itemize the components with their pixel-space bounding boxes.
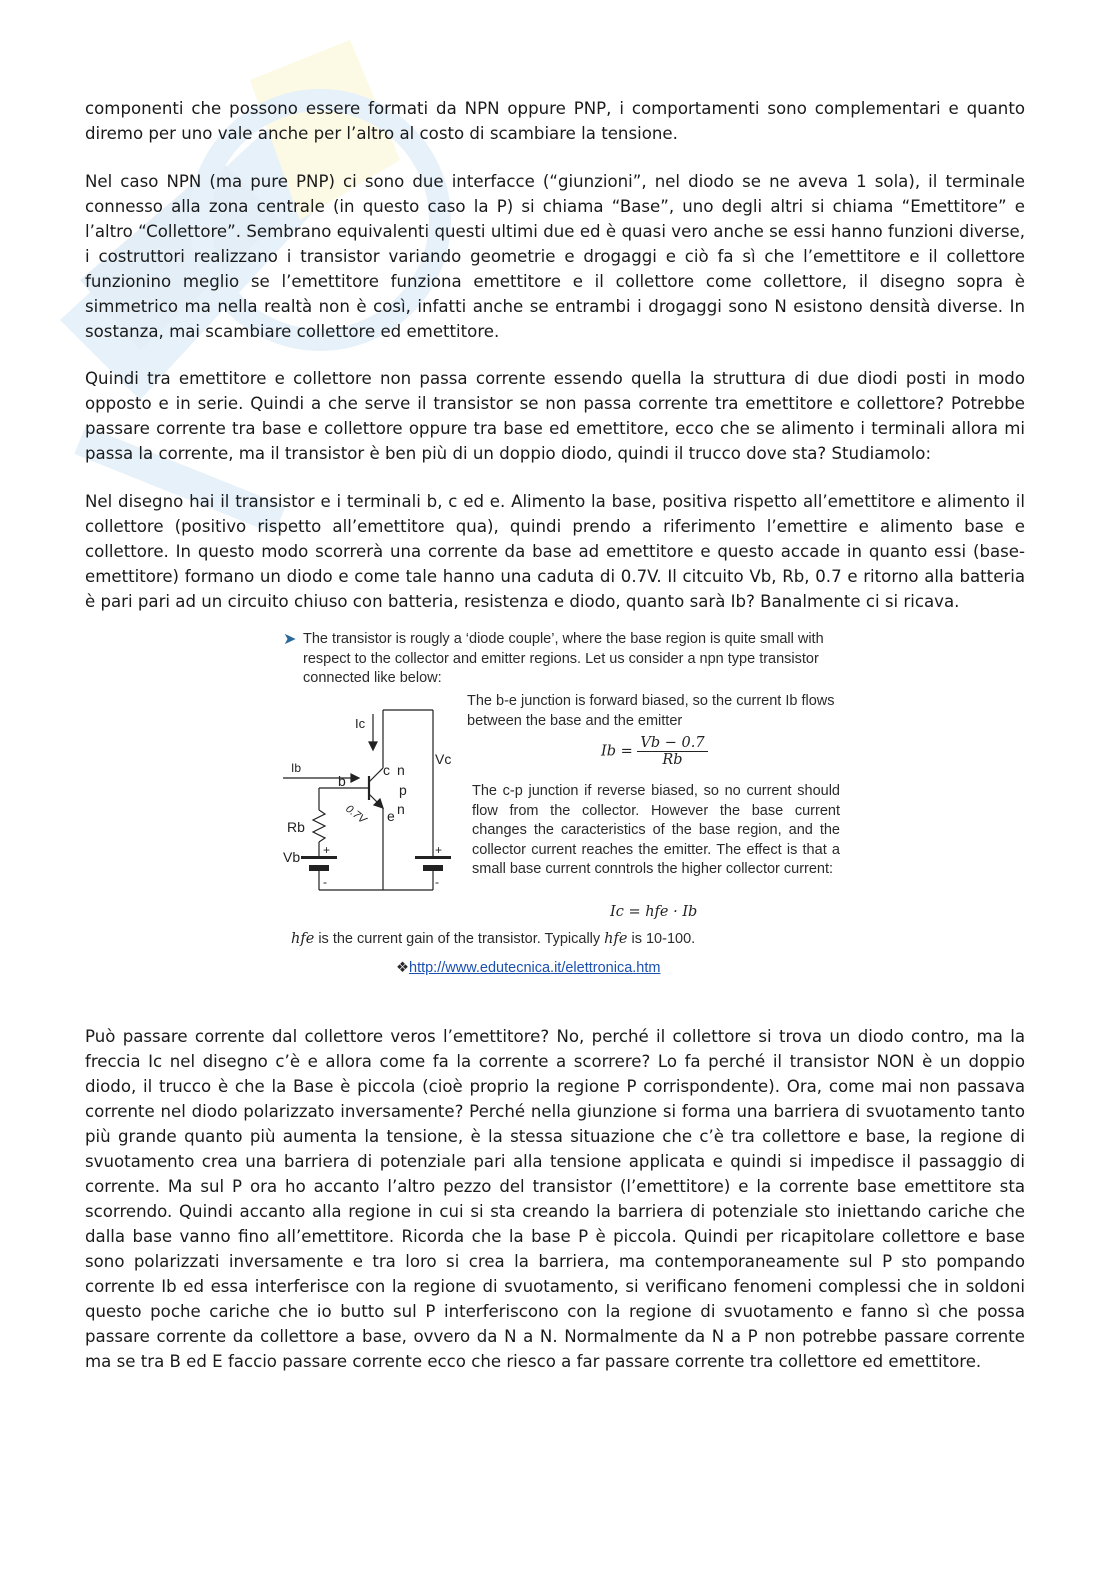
label-vb: Vb	[283, 849, 301, 865]
ic-arrow-head	[369, 742, 377, 750]
paragraph-collector-current: Può passare corrente dal collettore veros l’emettitore? No, perché il collettore si trova un diodo contro, ma la freccia Ic nel disegno c’è e allora come fa la corrente a scorrere? Lo fa perché il transistor NON è un doppio diodo, il trucco è che la Base è piccola (cioè proprio la regione P corrispondente). Ora, come mai non passava corrente nel diodo polarizzato inversamente? Perché nella giunzione si forma una barriera di svuotamento tanto più grande quanto più aumenta la tensione, è la stessa situazione che c’è tra collettore e base, la regione di svuotamento crea una barriera di potenziale pari alla tensione applicata e quindi si impedisce il passaggio di corrente. Ma sul P ora ho accanto l’altro pezzo del transistor (l’emettitore) e la corrente base emettitore sta scorrendo. Quindi accanto alla regione in cui si sta creando la barriera di potenziale sto iniettando cariche che dalla base vanno fino all’emettitore. Ricorda che la base P è piccola. Quindi per ricapitolare collettore e base sono polarizzati inversamente e tra loro si crea la barriera, ma contemporaneamente sul P sto pompando corrente Ib ed essa interferisce con la regione di svuotamento, si verificano fenomeni complessi che in soldoni questo poche cariche che io butto sul P interferiscono con la regione di svuotamento e fanno sì che possa passare corrente da collettore a base, ovvero da N a N. Normalmente da N a P non potrebbe passare corrente ma se tra B ed E faccio passare corrente ecco che riesco a far passare corrente tra collettore ed emettitore.	[85, 1027, 1025, 1371]
label-b: b	[338, 773, 346, 789]
label-n-top: n	[397, 762, 405, 778]
paragraph-circuit-description: Nel disegno hai il transistor e i terminali b, c ed e. Alimento la base, positiva rispetto all’emettitore e alimento il collettore (positivo rispetto all’emettitore qua), quindi prendo a riferimento l’emettire e alimento base e collettore. In questo modo scorrerà una corrente da base ad emettitore e questo accade in quanto essi (base-emettitore) formano un diodo e come tale hanno una caduta di 0.7V. Il citcuito Vb, Rb, 0.7 e ritorno alla batteria è pari pari ad un circuito chiuso con batteria, resistenza e diodo, quanto sarà Ib? Banalmente ci si ricava.	[85, 492, 1025, 611]
label-vb-minus: -	[323, 875, 327, 889]
label-vb-plus: +	[323, 843, 331, 857]
label-rb: Rb	[287, 819, 305, 835]
hfe-text-1: is the current gain of the transistor. Typically	[314, 931, 605, 947]
battery-vb-minus-plate	[309, 865, 329, 871]
label-vc-plus: +	[435, 843, 443, 857]
figure-cp-junction-text: The c-p junction if reverse biased, so no current should flow from the collector. However the base current changes the caracteristics of the base region, and the collector current reaches the emitter. The effect is that a small base current conntrols the higher collector current:	[472, 783, 840, 877]
label-e: e	[387, 808, 395, 824]
hfe-var-1: hfe	[291, 931, 315, 947]
figure-intro-text: The transistor is rougly a ‘diode couple’, where the base region is quite small with respect to the collector and emitter regions. Let us consider a npn type transistor connected like below:	[303, 631, 824, 686]
figure-be-junction-text: The b-e junction is forward biased, so the current Ib flows between the base and the emitter	[467, 693, 835, 729]
edutecnica-link[interactable]: http://www.edutecnica.it/elettronica.htm	[409, 960, 661, 976]
battery-vb-plus-plate	[301, 856, 337, 859]
arrow-bullet-icon: ➤	[283, 631, 297, 648]
label-p: p	[399, 782, 407, 798]
formula-ib-lhs: Ib =	[601, 743, 633, 760]
paragraph-npn-junctions: Nel caso NPN (ma pure PNP) ci sono due interfacce (“giunzioni”, nel diodo se ne aveva 1 sola), il terminale connesso alla zona centrale (in questo caso la P) si chiama “Base”, uno degli altri si chiama “Emettitore” e l’altro “Collettore”. Sembrano equivalenti questi ultimi due ed è quasi vero anche se essi hanno funzioni diverse, i costruttori realizzano i transistor variando geometrie e drogaggi e ciò fa sì che l’emettitore e il collettore funzionino meglio se l’emettitore funziona emettitore e il collettore come collettore, il disegno sopra è simmetrico ma nella realtà non è così, infatti anche se entrambi i drogaggi sono N esistono densità diverse. In sostanza, mai scambiare collettore ed emettitore.	[85, 172, 1025, 341]
label-ic: Ic	[355, 716, 366, 731]
resistor-rb-icon	[313, 810, 325, 842]
label-n-bottom: n	[397, 801, 405, 817]
hfe-text-2: is 10-100.	[627, 931, 696, 947]
label-0-7v: 0.7V	[343, 802, 369, 827]
formula-ib	[601, 735, 708, 768]
figure-source	[396, 959, 660, 979]
transistor-collector-lead	[369, 768, 383, 782]
paragraph-intro: componenti che possono essere formati da NPN oppure PNP, i comportamenti sono complementari e quanto diremo per uno vale anche per l’altro al costo di scambiare la tensione.	[85, 99, 1025, 143]
formula-ic: Ic = hfe · Ib	[610, 904, 698, 920]
label-c: c	[383, 762, 390, 778]
formula-ib-fraction	[637, 735, 707, 768]
battery-vc-minus-plate	[423, 865, 443, 871]
label-vc-minus: -	[435, 875, 439, 889]
hfe-var-2: hfe	[604, 931, 628, 947]
transistor-circuit-diagram	[283, 708, 473, 908]
figure-intro	[283, 630, 843, 689]
battery-vc-plus-plate	[415, 856, 451, 859]
link-bullet-icon: ❖	[396, 960, 409, 976]
label-vc: Vc	[435, 751, 452, 767]
paragraph-no-current: Quindi tra emettitore e collettore non passa corrente essendo quella la struttura di due diodi posti in modo opposto e in serie. Quindi a che serve il transistor se non passa corrente tra emettitore e collettore? Potrebbe passare corrente tra base e collettore oppure tra base ed emettitore, ecco che se alimento i terminali allora mi passa la corrente, ma il transistor è ben più di un doppio diodo, quindi il trucco dove sta? Studiamolo:	[85, 369, 1025, 463]
formula-ib-numerator: Vb − 0.7	[637, 735, 707, 752]
ib-arrow-head	[351, 774, 359, 782]
transistor-figure	[283, 628, 853, 980]
figure-hfe-text	[291, 930, 851, 950]
formula-ib-denominator: Rb	[662, 752, 683, 768]
label-ib: Ib	[291, 761, 302, 775]
